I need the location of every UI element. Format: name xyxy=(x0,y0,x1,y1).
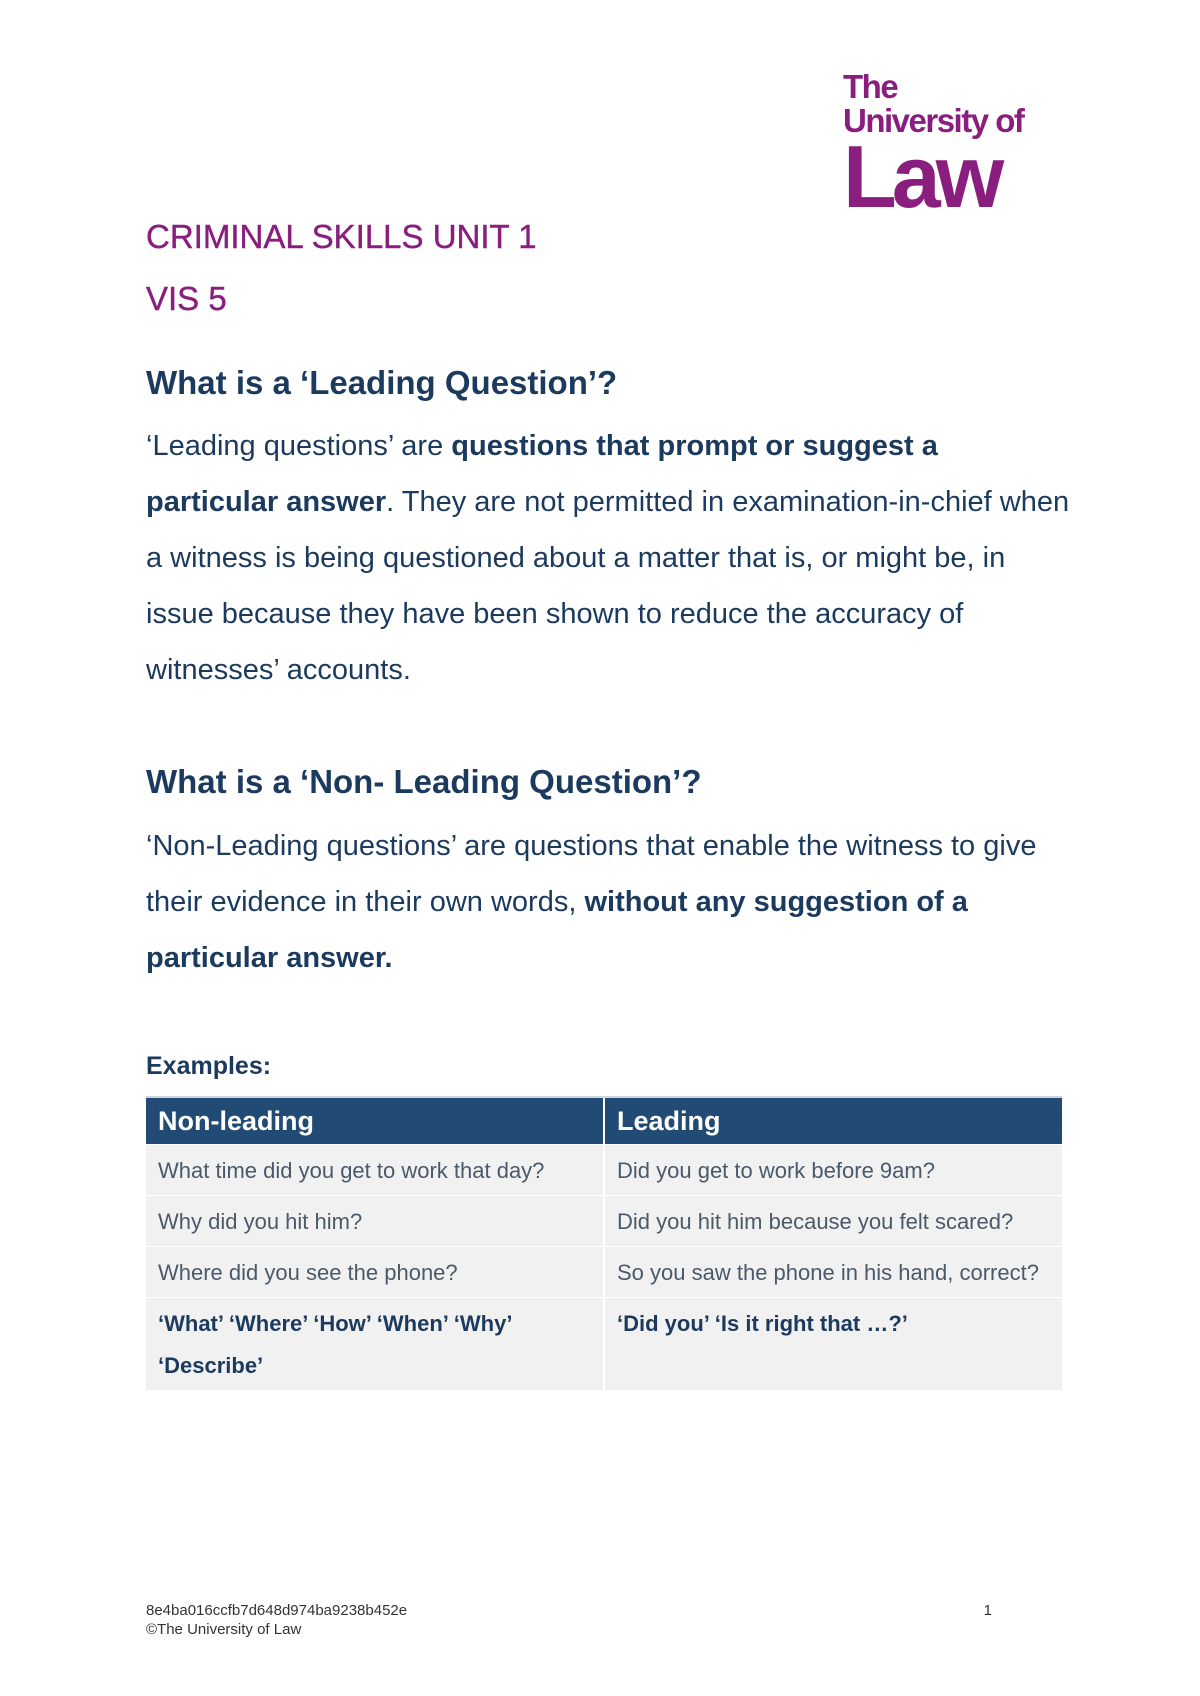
table-row xyxy=(146,1298,1062,1391)
table-row xyxy=(146,1196,1062,1247)
unit-title: CRIMINAL SKILLS UNIT 1 xyxy=(146,218,537,255)
section-heading-leading: What is a ‘Leading Question’? xyxy=(146,364,618,401)
page-number: 1 xyxy=(983,1602,992,1619)
logo-line-university: University of xyxy=(843,102,1024,139)
table-row xyxy=(146,1145,1062,1196)
header-non-leading: Non-leading xyxy=(146,1097,604,1145)
university-logo xyxy=(843,68,1033,226)
header-leading: Leading xyxy=(604,1097,1062,1145)
document-hash: 8e4ba016ccfb7d648d974ba9238b452e xyxy=(146,1602,408,1619)
table-row xyxy=(146,1247,1062,1298)
leading-def-end: . They are not permitted in examination-in-chief when a witness is being questioned about a matter that is, or might be, in issue because they have been shown to reduce the accuracy of witnesses’ accounts. xyxy=(146,486,1070,686)
non-leading-def-bold: without any suggestion of a particular answer. xyxy=(146,886,968,974)
table-cell: Where did you see the phone? xyxy=(146,1247,604,1298)
non-leading-def-start: ‘Non-Leading questions’ are questions that enable the witness to give their evidence in their own words, xyxy=(146,830,1037,918)
table-cell: What time did you get to work that day? xyxy=(146,1145,604,1196)
vis-title: VIS 5 xyxy=(146,280,227,317)
table-cell: ‘What’ ‘Where’ ‘How’ ‘When’ ‘Why’ ‘Describe’ xyxy=(146,1298,604,1391)
table-header-row xyxy=(146,1097,1062,1145)
leading-definition xyxy=(146,418,1076,698)
table-cell: Why did you hit him? xyxy=(146,1196,604,1247)
logo-line-the: The xyxy=(843,68,898,105)
table-cell: Did you hit him because you felt scared? xyxy=(604,1196,1062,1247)
examples-table xyxy=(146,1096,1062,1390)
table-cell: So you saw the phone in his hand, correct? xyxy=(604,1247,1062,1298)
non-leading-definition xyxy=(146,818,1076,986)
examples-label: Examples: xyxy=(146,1052,272,1080)
leading-def-bold: questions that prompt or suggest a particular answer xyxy=(146,430,938,518)
leading-def-start: ‘Leading questions’ are xyxy=(146,430,452,462)
table-cell: Did you get to work before 9am? xyxy=(604,1145,1062,1196)
logo-line-law: Law xyxy=(843,127,1000,226)
copyright: ©The University of Law xyxy=(146,1621,302,1638)
section-heading-non-leading: What is a ‘Non- Leading Question’? xyxy=(146,763,702,800)
table-cell: ‘Did you’ ‘Is it right that …?’ xyxy=(604,1298,1062,1391)
